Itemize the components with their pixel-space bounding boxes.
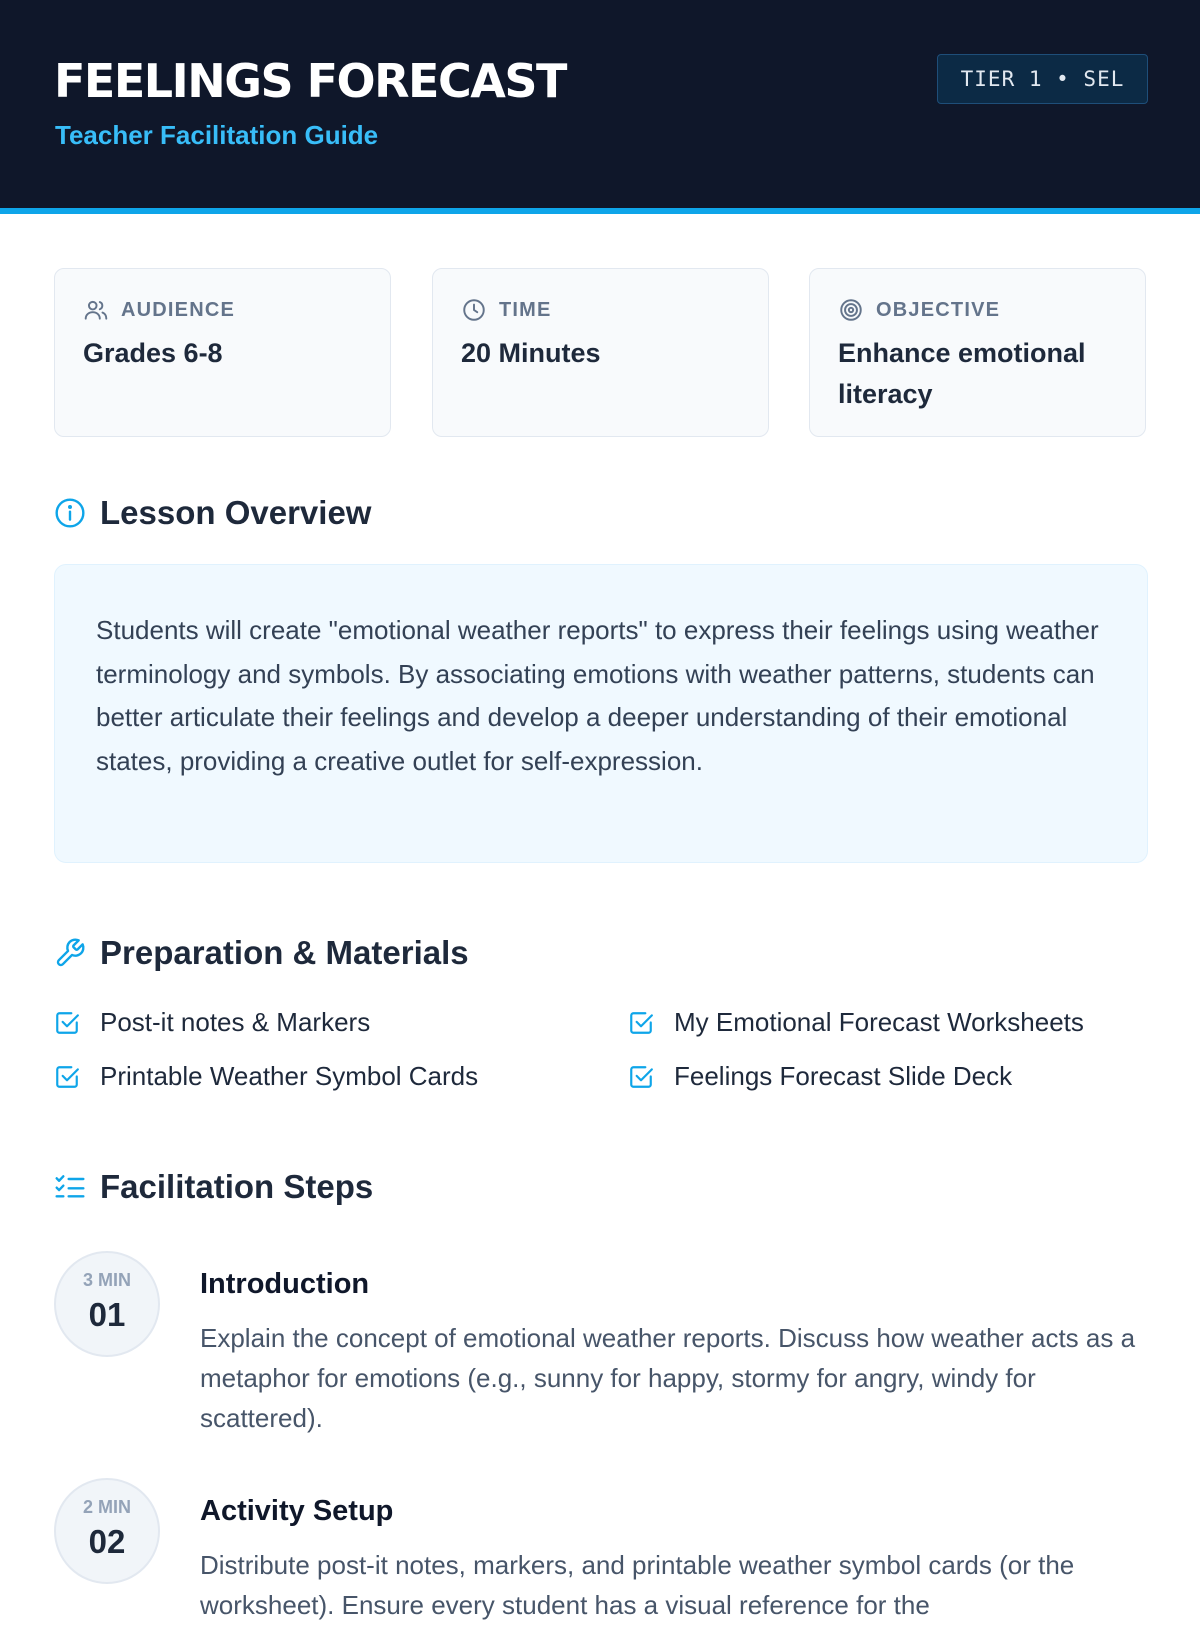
materials-heading-text: Preparation & Materials <box>100 934 469 971</box>
audience-label <box>83 297 235 323</box>
checkbox-checked-icon <box>628 1010 654 1036</box>
audience-label-text: AUDIENCE <box>121 298 236 321</box>
lesson-overview-heading <box>54 494 371 532</box>
lesson-overview-heading-text: Lesson Overview <box>100 494 372 531</box>
material-item-label: Feelings Forecast Slide Deck <box>674 1061 1013 1091</box>
info-icon <box>54 497 86 529</box>
page-header <box>0 0 1200 214</box>
audience-value: Grades 6-8 <box>83 338 223 368</box>
material-item <box>54 1007 370 1038</box>
target-icon <box>838 297 864 323</box>
steps-heading-text: Facilitation Steps <box>100 1168 374 1205</box>
time-value: 20 Minutes <box>461 338 601 368</box>
wrench-icon <box>54 937 86 969</box>
objective-value: Enhance emotional literacy <box>838 338 1086 409</box>
step-title: Introduction <box>200 1268 370 1300</box>
checkbox-checked-icon <box>54 1010 80 1036</box>
checkbox-checked-icon <box>54 1064 80 1090</box>
material-item <box>54 1061 478 1092</box>
clock-icon <box>461 297 487 323</box>
material-item-label: Printable Weather Symbol Cards <box>100 1061 479 1091</box>
time-label <box>461 297 552 323</box>
objective-label <box>838 297 1000 323</box>
time-card <box>432 268 769 437</box>
time-label-text: TIME <box>499 298 552 321</box>
step-description: Explain the concept of emotional weather reports. Discuss how weather acts as a metaphor for emotions (e.g., sunny for happy, stormy for angry, windy for scattered). <box>200 1323 1136 1433</box>
step-description: Distribute post-it notes, markers, and printable weather symbol cards (or the worksheet). Ensure every student has a visual reference for the <box>200 1550 1075 1620</box>
lesson-overview-box <box>54 564 1148 863</box>
audience-card <box>54 268 391 437</box>
checkbox-checked-icon <box>628 1064 654 1090</box>
material-item <box>628 1007 1084 1038</box>
step-duration: 2 MIN <box>82 1497 131 1517</box>
users-icon <box>83 297 109 323</box>
materials-heading <box>54 934 469 972</box>
material-item-label: Post-it notes & Markers <box>100 1007 371 1037</box>
step-number: 01 <box>88 1296 126 1333</box>
step-title: Activity Setup <box>200 1495 394 1527</box>
objective-label-text: OBJECTIVE <box>876 298 1001 321</box>
checklist-icon <box>54 1171 86 1203</box>
steps-heading <box>54 1168 373 1206</box>
step-duration: 3 MIN <box>82 1270 131 1290</box>
material-item-label: My Emotional Forecast Worksheets <box>674 1007 1084 1037</box>
step-number: 02 <box>88 1523 126 1560</box>
page-title: FEELINGS FORECAST <box>54 54 566 108</box>
objective-card <box>809 268 1146 437</box>
lesson-overview-text: Students will create "emotional weather reports" to express their feelings using weather terminology and symbols. By associating emotions with weather patterns, students can better articulate their feelings and develop a deeper understanding of their emotional states, providing a creative outlet for self-expression. <box>96 615 1099 776</box>
tier-badge: TIER 1 • SEL <box>937 54 1148 104</box>
page-subtitle: Teacher Facilitation Guide <box>55 120 379 150</box>
material-item <box>628 1061 1012 1092</box>
step-badge <box>54 1251 160 1357</box>
step-badge <box>54 1478 160 1584</box>
